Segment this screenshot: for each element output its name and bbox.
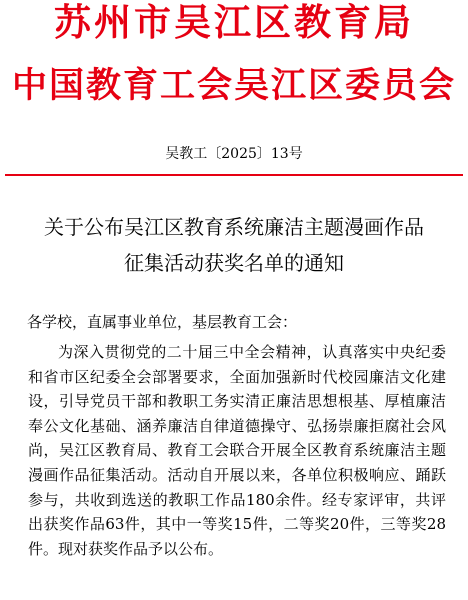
salutation: 各学校，直属事业单位，基层教育工会： (27, 313, 298, 331)
issuer-line-1: 苏州市吴江区教育局 (54, 0, 414, 44)
red-divider-line (5, 174, 463, 176)
notice-title-line-1: 关于公布吴江区教育系统廉洁主题漫画作品 (44, 215, 424, 239)
body-paragraph: 为深入贯彻党的二十届三中全会精神，认真落实中央纪委和省市区纪委全会部署要求，全面加强新时代校园廉洁文化建设，引导党员干部和教职工务实清正廉洁思想根基、厚植廉洁奉公文化基础、涵养廉洁自律道德操守、弘扬崇廉拒腐社会风尚，吴江区教育局、教育工会联合开展全区教育系统廉洁主题漫画作品征集活动。活动自开展以来，各单位积极响应、踊跃参与，共收到选送的教职工作品180余件。经专家评审，共评出获奖作品63件，其中一等奖15件，二等奖20件，三等奖28件。现对获奖作品予以公布。 (28, 343, 446, 558)
notice-title-line-2: 征集活动获奖名单的通知 (124, 251, 344, 275)
document-number: 吴教工〔2025〕13号 (165, 146, 303, 162)
issuer-line-2: 中国教育工会吴江区委员会 (11, 65, 456, 106)
